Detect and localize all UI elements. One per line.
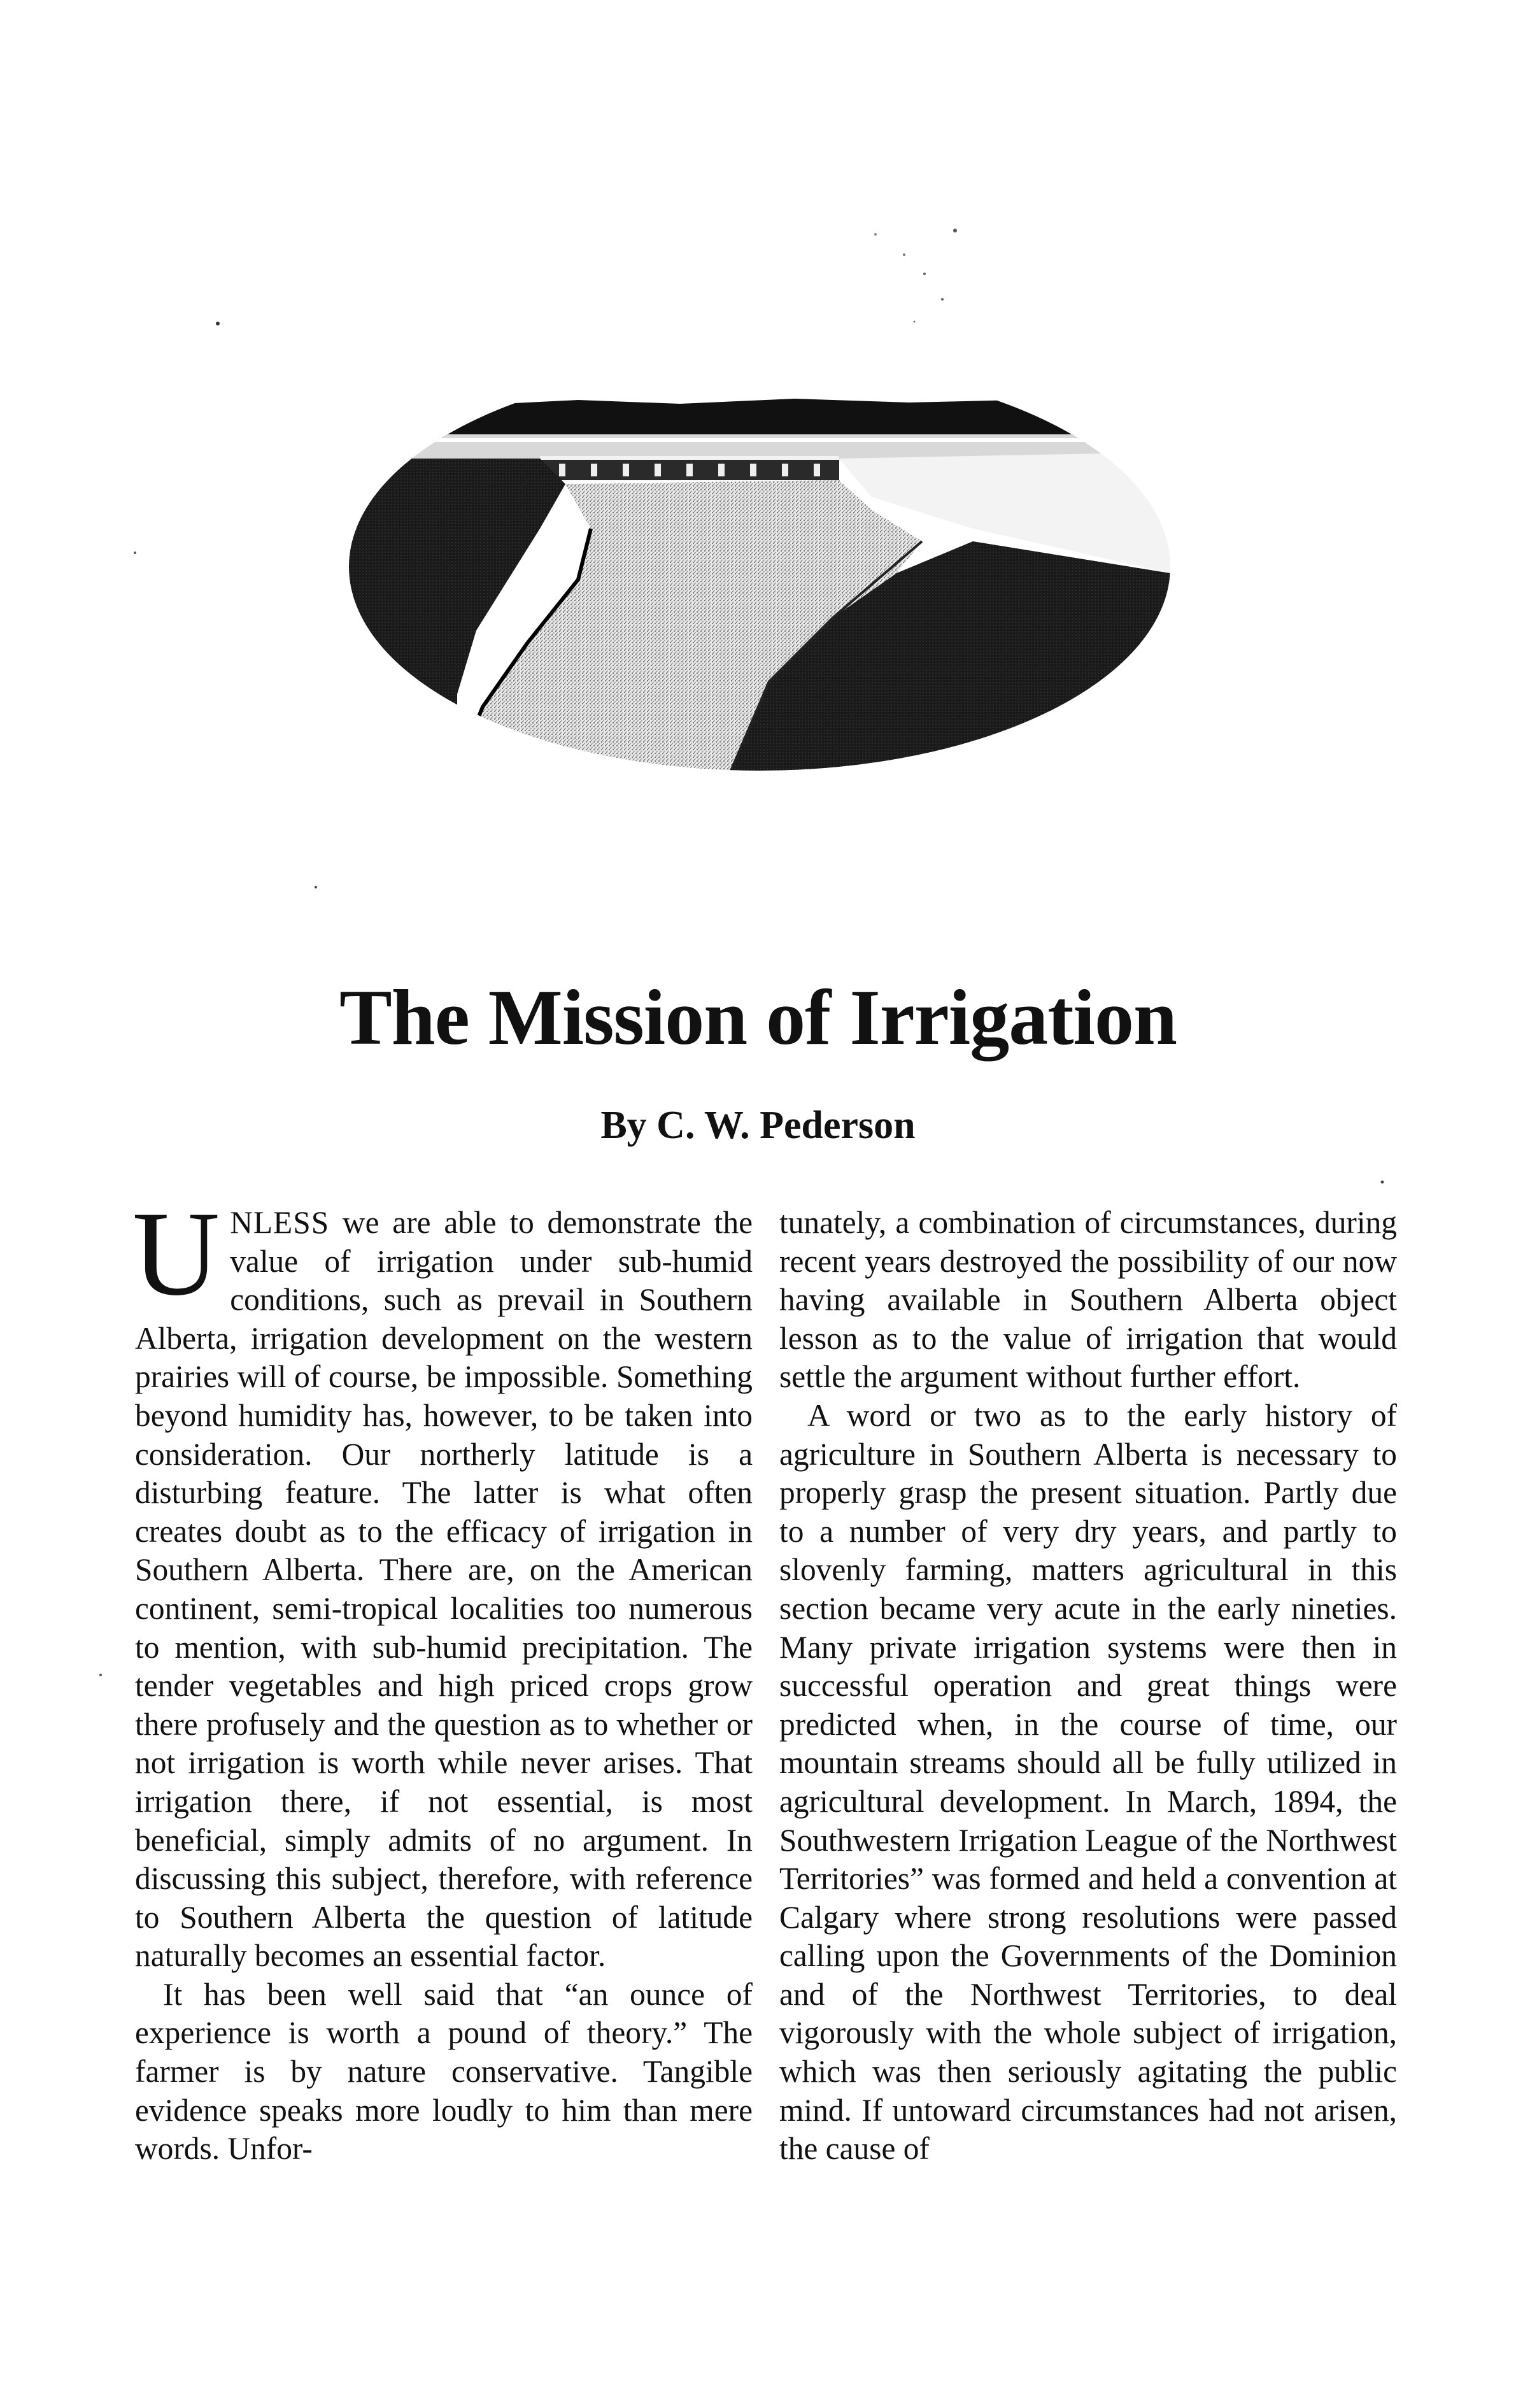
article-byline: By C. W. Pederson [600,1104,916,1147]
paragraph: It has been well said that “an ounce of experience is worth a pound of theory.” The farmer is by nature conservative. Tangible evidence speaks more loudly to him than mere words. Unfor- [135,1976,753,2167]
paragraph-text: we are able to demonstrate the value of irrigation under sub-humid conditions, such as prevail in Southern Alberta, irrigation development on the western prairies will of course, be impossible. Something beyond humidity has, however, to be taken into consideration. Our northerly latitude is a disturbing feature. The latter is what often creates doubt as to the efficacy of irrigation in Southern Alberta. There are, on the American continent, semi-tropical localities too numerous to mention, with sub-humid precipitation. The tender vegetables and high priced crops grow there profusely and the question as to whether or not irrigation is worth while never arises. That irrigation there, if not essential, is most beneficial, simply admits of no argument. In discussing this subject, therefore, with reference to Southern Alberta the question of latitude naturally becomes an essential factor. [135,1205,753,1974]
lead-caps: NLESS [230,1205,330,1240]
article-title: The Mission of Irrigation [339,974,1177,1061]
drop-cap: U [132,1187,220,1321]
paragraph [132,1187,753,1976]
paragraph: tunately, a combination of circumstances, during recent years destroyed the possibility of our now having available in Southern Alberta object lesson as to the value of irrigation that would settle the argument without further effort. [779,1205,1397,1395]
text-column-right [779,1204,1397,2169]
paragraph: A word or two as to the early history of agriculture in Southern Alberta is necessary to properly grasp the present situation. Partly due to a number of very dry years, and partly to slovenly farming, matters agricultural in this section became very acute in the early nineties. Many private irrigation systems were then in successful operation and great things were predicted when, in the course of time, our mountain streams should all be fully utilized in agricultural development. In March, 1894, the Southwestern Irrigation League of the Northwest Territories” was formed and held a convention at Calgary where strong resolutions were passed calling upon the Governments of the Dominion and of the Northwest Territories, to deal vigorously with the whole subject of irrigation, which was then seriously agitating the public mind. If untoward circumstances had not arisen, the cause of [779,1397,1397,2167]
text-column-left [132,1187,753,2169]
irrigation-canal-photo [349,363,1170,771]
